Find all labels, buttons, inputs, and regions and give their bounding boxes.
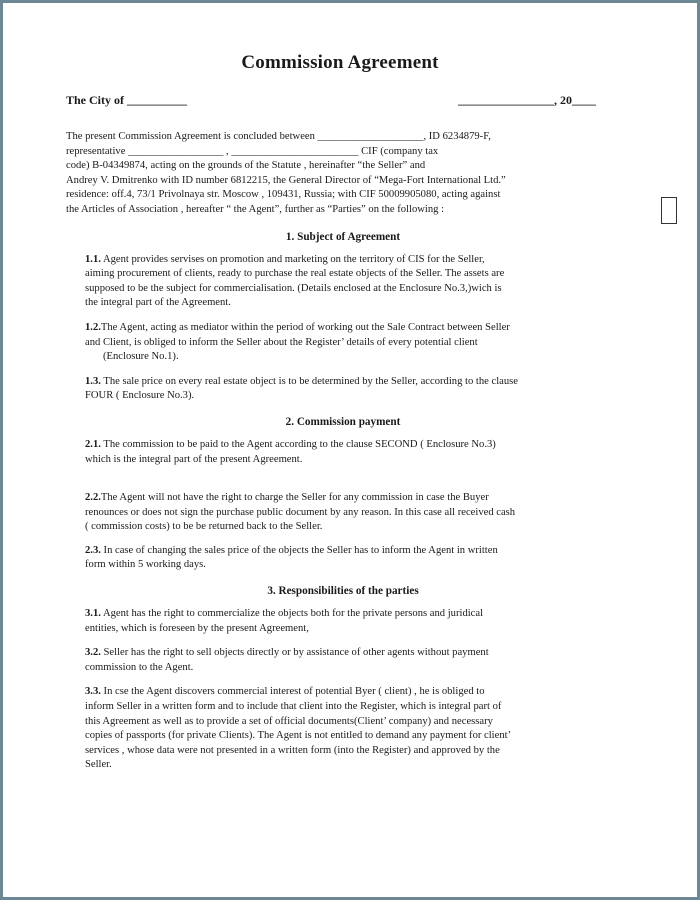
clause-2-2 — [85, 491, 615, 535]
city-field: The City of __________ — [66, 93, 187, 107]
clause-number: 2.3. — [85, 544, 101, 556]
clause-number: 3.2. — [85, 647, 101, 659]
clause-line: 1.1. Agent provides servises on promotion and marketing on the territory of CIS for the Seller, — [85, 253, 485, 265]
clause-line: Seller. — [85, 759, 112, 771]
clause-line: form within 5 working days. — [85, 559, 206, 571]
document-title: Commission Agreement — [241, 52, 439, 73]
clause-line: inform Seller in a written form and to include that client into the Register, which is integral part of — [85, 701, 502, 713]
intro-line: The present Commission Agreement is concluded between ____________________, ID 6234879-F, — [66, 131, 491, 142]
clause-2-3 — [85, 544, 615, 573]
clause-number: 2.1. — [85, 438, 101, 450]
clause-line: which is the integral part of the present Agreement. — [85, 453, 303, 465]
intro-line: residence: off.4, 73/1 Privolnaya str. Moscow , 109431, Russia; with CIF 50009905080, acting against — [66, 189, 501, 201]
intro-line: code) B-04349874, acting on the grounds of the Statute , hereinafter “the Seller” and — [66, 160, 426, 172]
clause-line: 1.2.The Agent, acting as mediator within the period of working out the Sale Contract between Seller — [85, 321, 510, 333]
clause-number: 1.2. — [85, 321, 101, 333]
intro-line: the Articles of Association , hereafter “ the Agent”, further as “Parties” on the following : — [66, 203, 445, 215]
intro-paragraph — [66, 130, 614, 218]
clause-number: 3.3. — [85, 686, 101, 698]
intro-line: representative __________________ , ________________________ CIF (company tax — [66, 145, 439, 157]
clause-number: 3.1. — [85, 608, 101, 620]
document-page — [66, 48, 614, 773]
clause-line: entities, which is foreseen by the present Agreement, — [85, 622, 309, 634]
clause-line: 3.2. Seller has the right to sell objects directly or by assistance of other agents without payment — [85, 647, 489, 659]
clause-line: 2.1. The commission to be paid to the Agent according to the clause SECOND ( Enclosure No.3) — [85, 438, 496, 450]
clause-line: 1.3. The sale price on every real estate object is to be determined by the Seller, according to the clause — [85, 375, 518, 387]
clause-3-1 — [85, 607, 615, 636]
clause-line: this Agreement as well as to provide a set of official documents(Client’ company) and necessary — [85, 715, 493, 727]
clause-1-1 — [85, 253, 615, 311]
clause-number: 1.1. — [85, 253, 101, 265]
clause-line: aiming procurement of clients, ready to purchase the real estate objects of the Seller. The assets are — [85, 268, 505, 280]
clause-2-1 — [85, 438, 615, 467]
clause-line: FOUR ( Enclosure No.3). — [85, 390, 195, 402]
city-date-line — [66, 93, 614, 109]
clause-number: 1.3. — [85, 375, 101, 387]
clause-3-3 — [85, 685, 615, 773]
clause-line: ( commission costs) to be be returned back to the Seller. — [85, 521, 323, 533]
clause-line: 3.1. Agent has the right to commercialize the objects both for the private persons and juridical — [85, 608, 484, 620]
clause-line: 3.3. In cse the Agent discovers commercial interest of potential Byer ( client) , he is obliged to — [85, 686, 485, 698]
section-heading: 3. Responsibilities of the parties — [267, 585, 419, 598]
clause-line: and Client, is obliged to inform the Seller about the Register’ details of every potential client — [85, 336, 478, 348]
clause-line: copies of passports (for private Clients). The Agent is not entitled to demand any payment for client’ — [85, 730, 512, 742]
clause-1-2 — [85, 321, 615, 365]
clause-3-2 — [85, 646, 615, 675]
clause-line: supposed to be the subject for commercialisation. (Details enclosed at the Enclosure No.3,)wich is — [85, 282, 502, 294]
clause-line: renounces or does not sign the purchase public document by any reason. In this case all received cash — [85, 506, 516, 518]
date-field: ________________, 20____ — [458, 93, 596, 107]
intro-line: Andrey V. Dmitrenko with ID number 6812215, the General Director of “Mega-Fort International Ltd.” — [66, 174, 506, 186]
clause-line: 2.3. In case of changing the sales price of the objects the Seller has to inform the Agent in written — [85, 544, 498, 556]
clause-line: the integral part of the Agreement. — [85, 297, 231, 309]
clause-line: (Enclosure No.1). — [103, 351, 179, 363]
checkbox[interactable] — [661, 197, 677, 224]
clause-line: services , whose data were not presented in a written form (into the Register) and approved by the — [85, 744, 500, 756]
section-heading: 2. Commission payment — [285, 415, 401, 428]
clause-number: 2.2. — [85, 492, 101, 504]
clause-1-3 — [85, 375, 615, 404]
clause-line: commission to the Agent. — [85, 661, 194, 673]
section-heading: 1. Subject of Agreement — [285, 230, 401, 243]
clause-line: 2.2.The Agent will not have the right to charge the Seller for any commission in case the Buyer — [85, 492, 489, 504]
